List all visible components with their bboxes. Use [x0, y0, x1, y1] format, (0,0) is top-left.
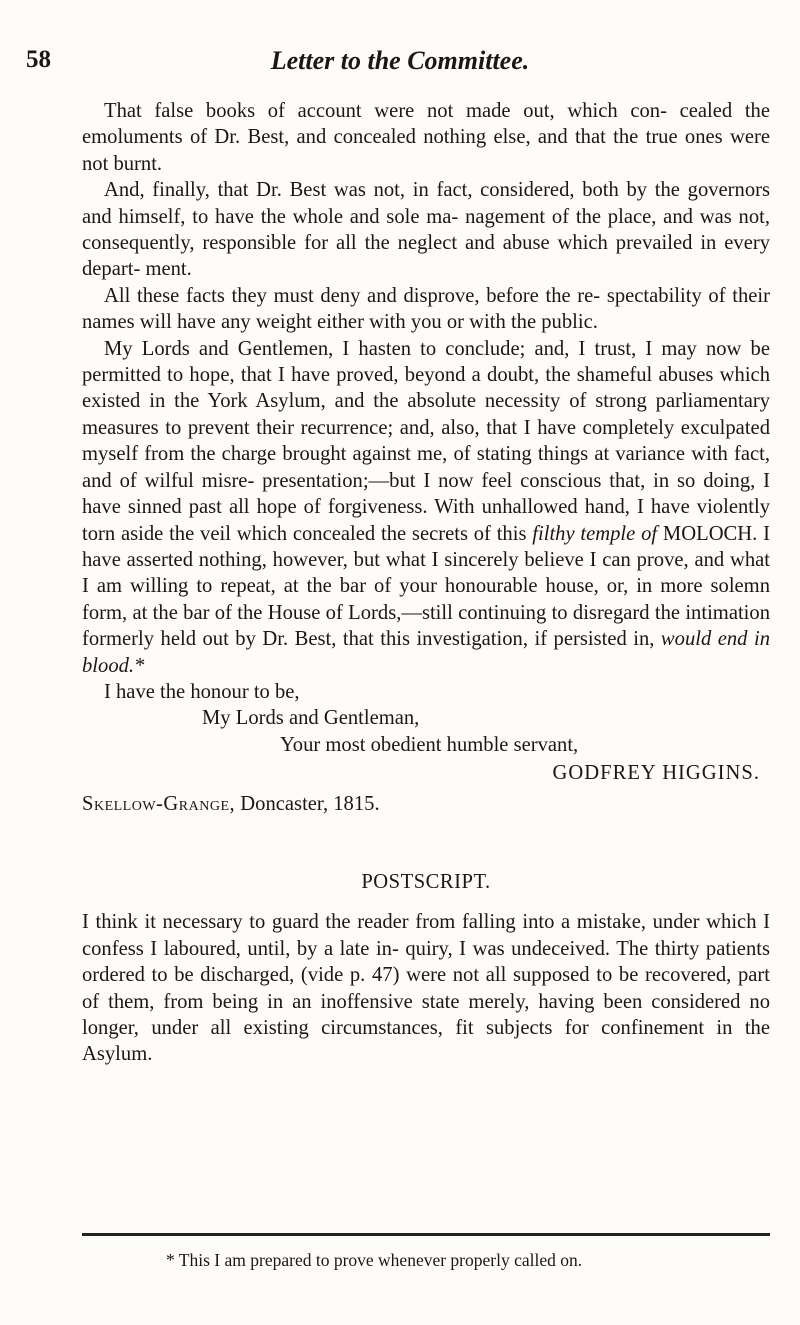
closing-honour: I have the honour to be,: [104, 680, 300, 703]
running-title: Letter to the Committee.: [270, 46, 530, 75]
main-text: [82, 98, 770, 1068]
paragraph-false-books: That false books of account were not made out, which con- cealed the emoluments of Dr. Best, and concealed nothing else, and that the true ones were not burnt.: [82, 100, 770, 175]
paragraph-conclusion: [82, 336, 770, 679]
conclusion-italic-phrase: filthy temple of: [532, 522, 658, 545]
running-head: [0, 46, 800, 82]
closing-salutation: My Lords and Gentleman,: [202, 707, 420, 730]
footnote: * This I am prepared to prove whenever properly called on.: [166, 1250, 583, 1270]
conclusion-text-start: My Lords and Gentlemen, I hasten to conclude; and, I trust, I may now be permitted to hope, that I have proved, beyond a doubt, the shameful abuses which existed in the York Asylum, and the absolute necessity of strong parliamentary measures to prevent their recurrence; and, also, that I have completely exculpated myself from the charge brought against me, of stating things at variance with fact, and of wilful misre- presentation;—but I now feel conscious that, in so doing, I have sinned past all hope of forgiveness. With unhallowed hand, I have violently torn aside the veil which concealed the secrets of this: [82, 337, 770, 545]
postscript-text: I think it necessary to guard the reader from falling into a mistake, under which I confess I laboured, until, by a late in- quiry, I was undeceived. The thirty patients ordered to be discharged, (vide p. 47) were not all supposed to be recovered, part of them, from being in an inoffensive state merely, having been considered no longer, under all existing circumstances, fit subjects for confinement in the Asylum.: [82, 911, 770, 1066]
place-name: Skellow-Grange,: [82, 792, 236, 815]
paragraph-facts: All these facts they must deny and disprove, before the re- spectability of their names will have any weight either with you or with the public.: [82, 284, 770, 334]
signature: GODFREY HIGGINS.: [552, 762, 760, 785]
page-number: 58: [26, 46, 51, 73]
conclusion-text-middle: I have asserted nothing, however, but what I sincerely believe I can prove, and what I am willing to repeat, at the bar of your honourable house, or, in more solemn form, at the bar of the House of Lords,—still continuing to disregard the intimation formerly held out by Dr. Best, that this investigation, if persisted in,: [82, 522, 770, 651]
conclusion-italic-end: would end in blood.*: [82, 628, 770, 677]
place-date: [82, 791, 770, 817]
closing-servant: Your most obedient humble servant,: [280, 733, 579, 756]
paragraph-dr-best: And, finally, that Dr. Best was not, in fact, considered, both by the governors and himself, to have the whole and sole ma- nagement of the place, and was not, consequently, responsible for all the neglect and abuse which prevailed in every depart- ment.: [82, 179, 770, 281]
postscript-title: POSTSCRIPT.: [361, 870, 491, 893]
conclusion-moloch: MOLOCH.: [657, 522, 758, 545]
place-date-rest: Doncaster, 1815.: [235, 792, 380, 815]
footnote-divider: [82, 1233, 770, 1236]
